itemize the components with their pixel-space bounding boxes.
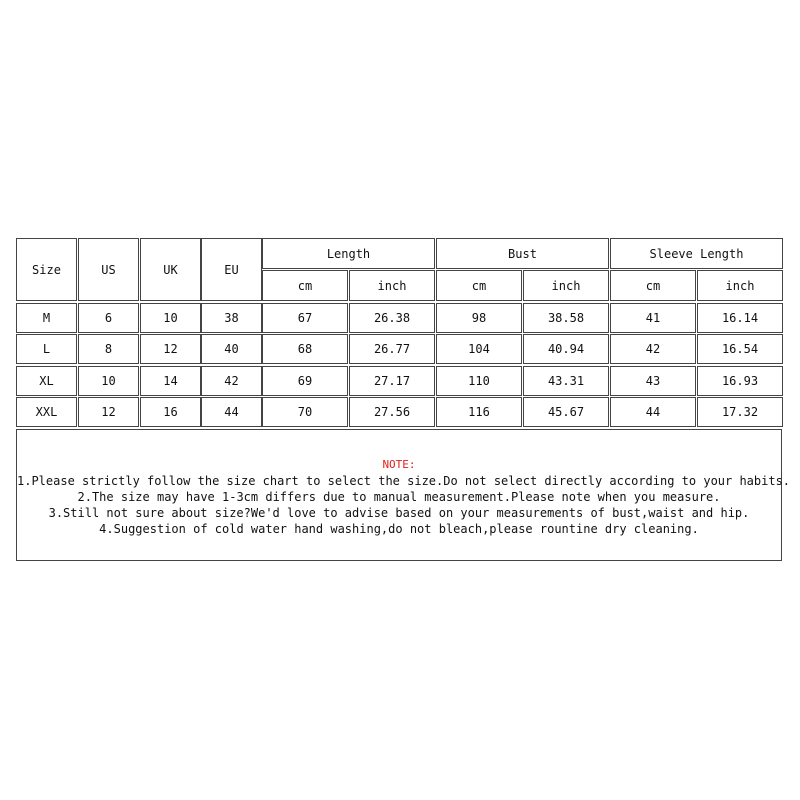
header-sleeve-length: Sleeve Length <box>610 238 783 269</box>
note-line: 2.The size may have 1-3cm differs due to manual measurement.Please note when you measure. <box>77 490 721 504</box>
cell-eu: 40 <box>201 334 262 364</box>
cell-length-cm: 69 <box>262 366 348 396</box>
header-bust: Bust <box>436 238 609 269</box>
cell-sleeve-cm: 44 <box>610 397 696 427</box>
cell-uk: 14 <box>140 366 201 396</box>
cell-bust-cm: 98 <box>436 303 522 333</box>
header-eu: EU <box>201 238 262 301</box>
cell-length-cm: 67 <box>262 303 348 333</box>
cell-length-inch: 26.38 <box>349 303 435 333</box>
cell-sleeve-inch: 16.54 <box>697 334 783 364</box>
cell-length-inch: 27.17 <box>349 366 435 396</box>
cell-uk: 16 <box>140 397 201 427</box>
header-us: US <box>78 238 139 301</box>
cell-length-cm: 70 <box>262 397 348 427</box>
header-bust-inch: inch <box>523 270 609 301</box>
cell-eu: 44 <box>201 397 262 427</box>
cell-us: 6 <box>78 303 139 333</box>
note-line: 1.Please strictly follow the size chart to select the size.Do not select directly according to your habits. <box>17 474 791 488</box>
header-uk: UK <box>140 238 201 301</box>
header-length: Length <box>262 238 435 269</box>
cell-sleeve-inch: 16.93 <box>697 366 783 396</box>
cell-uk: 12 <box>140 334 201 364</box>
cell-bust-inch: 43.31 <box>523 366 609 396</box>
cell-sleeve-inch: 16.14 <box>697 303 783 333</box>
header-size: Size <box>16 238 77 301</box>
cell-bust-cm: 116 <box>436 397 522 427</box>
cell-sleeve-inch: 17.32 <box>697 397 783 427</box>
note-line: 3.Still not sure about size?We'd love to advise based on your measurements of bust,waist and hip. <box>48 506 750 520</box>
header-sleeve-cm: cm <box>610 270 696 301</box>
cell-eu: 38 <box>201 303 262 333</box>
cell-sleeve-cm: 43 <box>610 366 696 396</box>
cell-bust-inch: 38.58 <box>523 303 609 333</box>
cell-length-inch: 26.77 <box>349 334 435 364</box>
cell-us: 12 <box>78 397 139 427</box>
cell-size: M <box>16 303 77 333</box>
cell-size: XL <box>16 366 77 396</box>
header-bust-cm: cm <box>436 270 522 301</box>
note-line: 4.Suggestion of cold water hand washing,do not bleach,please rountine dry cleaning. <box>99 522 699 536</box>
cell-sleeve-cm: 41 <box>610 303 696 333</box>
cell-bust-cm: 110 <box>436 366 522 396</box>
cell-sleeve-cm: 42 <box>610 334 696 364</box>
cell-bust-inch: 45.67 <box>523 397 609 427</box>
cell-length-cm: 68 <box>262 334 348 364</box>
header-sleeve-inch: inch <box>697 270 783 301</box>
cell-us: 10 <box>78 366 139 396</box>
note-title: NOTE: <box>382 458 416 471</box>
cell-size: L <box>16 334 77 364</box>
header-length-cm: cm <box>262 270 348 301</box>
note-box <box>16 429 791 561</box>
cell-eu: 42 <box>201 366 262 396</box>
cell-bust-cm: 104 <box>436 334 522 364</box>
cell-length-inch: 27.56 <box>349 397 435 427</box>
cell-uk: 10 <box>140 303 201 333</box>
cell-bust-inch: 40.94 <box>523 334 609 364</box>
header-length-inch: inch <box>349 270 435 301</box>
cell-size: XXL <box>16 397 77 427</box>
cell-us: 8 <box>78 334 139 364</box>
